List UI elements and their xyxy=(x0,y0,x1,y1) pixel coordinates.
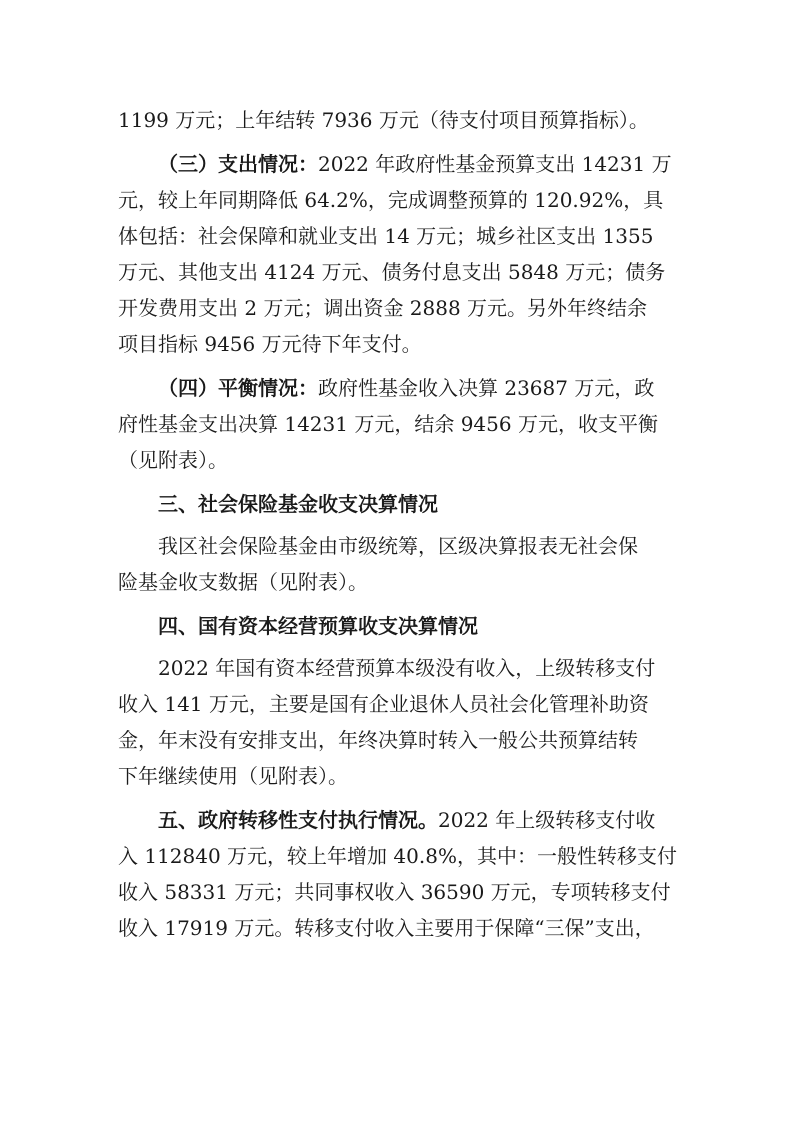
section-heading-state-capital xyxy=(118,608,678,644)
text-line xyxy=(118,802,678,838)
text-line: 入 112840 万元，较上年增加 40.8%，其中：一般性转移支付 xyxy=(118,844,677,868)
paragraph-balance xyxy=(118,370,678,478)
paragraph-transfer-payments xyxy=(118,802,678,946)
paragraph-revenue-tail xyxy=(118,102,678,138)
paragraph-state-capital xyxy=(118,650,678,794)
paragraph-social-insurance xyxy=(118,528,678,600)
text-line: 1199 万元；上年结转 7936 万元（待支付项目预算指标）。 xyxy=(118,108,649,132)
text-line: 收入 58331 万元；共同事权收入 36590 万元，专项转移支付 xyxy=(118,880,671,904)
text-line: 府性基金支出决算 14231 万元，结余 9456 万元，收支平衡 xyxy=(118,412,658,436)
section-lead: 五、政府转移性支付执行情况。 xyxy=(158,808,438,832)
text-line: 项目指标 9456 万元待下年支付。 xyxy=(118,332,422,356)
section-lead: （四）平衡情况： xyxy=(158,376,318,400)
text-line xyxy=(118,370,678,406)
text-line: 金，年末没有安排支出，年终决算时转入一般公共预算结转 xyxy=(118,728,638,752)
text-line: 2022 年国有资本经营预算本级没有收入，上级转移支付 xyxy=(158,656,656,680)
section-heading: 四、国有资本经营预算收支决算情况 xyxy=(158,614,478,638)
text-line: 下年继续使用（见附表）。 xyxy=(118,764,348,788)
section-lead: （三）支出情况： xyxy=(158,152,318,176)
text-line: 体包括：社会保障和就业支出 14 万元；城乡社区支出 1355 xyxy=(118,224,654,248)
document-body xyxy=(118,102,678,946)
text-line: 万元、其他支出 4124 万元、债务付息支出 5848 万元；债务 xyxy=(118,260,666,284)
text-line: 收入 141 万元，主要是国有企业退休人员社会化管理补助资 xyxy=(118,692,649,716)
text-run: 政府性基金收入决算 23687 万元，政 xyxy=(318,376,655,400)
section-heading-social-insurance xyxy=(118,486,678,522)
text-line: 元，较上年同期降低 64.2%，完成调整预算的 120.92%，具 xyxy=(118,188,664,212)
text-line: 险基金收支数据（见附表）。 xyxy=(118,570,368,594)
text-line: 开发费用支出 2 万元；调出资金 2888 万元。另外年终结余 xyxy=(118,296,648,320)
text-run: 2022 年上级转移支付收 xyxy=(438,808,656,832)
section-heading: 三、社会保险基金收支决算情况 xyxy=(158,492,438,516)
paragraph-expenditure xyxy=(118,146,678,362)
text-line: 我区社会保险基金由市级统筹，区级决算报表无社会保 xyxy=(158,534,638,558)
text-run: 2022 年政府性基金预算支出 14231 万 xyxy=(318,152,672,176)
text-line: （见附表）。 xyxy=(118,448,228,472)
text-line xyxy=(118,146,678,182)
text-line: 收入 17919 万元。转移支付收入主要用于保障“三保”支出， xyxy=(118,916,655,940)
